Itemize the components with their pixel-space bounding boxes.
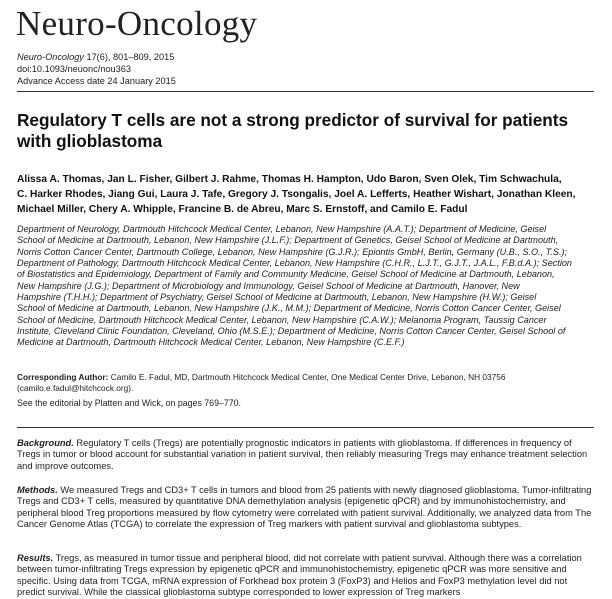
citation-journal: Neuro-Oncology	[17, 52, 84, 62]
journal-name: Neuro-Oncology	[16, 4, 258, 43]
abstract-methods	[17, 485, 595, 531]
citation-volume: 17(6), 801–809, 2015	[83, 52, 175, 62]
abstract-results	[17, 553, 595, 599]
corresponding-email[interactable]: (camilo.e.fadul@hitchcock.org).	[17, 383, 134, 393]
editorial-note: See the editorial by Platten and Wick, on pages 769–770.	[17, 398, 241, 408]
advance-access-date: Advance Access date 24 January 2015	[17, 76, 176, 86]
corresponding-text: Camilo E. Fadul, MD, Dartmouth Hitchcock Medical Center, One Medical Center Drive, Lebanon, NH 03756	[108, 372, 506, 382]
header-divider	[17, 91, 594, 92]
affiliations: Department of Neurology, Dartmouth Hitchcock Medical Center, Lebanon, New Hampshire (A.A.T.); Department of Medicine, Geisel School of Medicine at Dartmouth, Lebanon, New Hampshire (J.L.F.); Department of Genetics, Geisel School of Medicine at Dartmouth, Norris Cotton Cancer Center, Dartmouth College, Lebanon, New Hampshire (G.J.R.); Epiontis GmbH, Berlin, Germany (U.B., S.O., T.S.); Department of Pathology, Dartmouth Hitchcock Medical Center, Lebanon, New Hampshire (C.H.R., L.J.T., G.J.T., J.A.L., F.B.d.A.); Section of Biostatistics and Epidemiology, Department of Family and Community Medicine, Geisel School of Medicine at Dartmouth, Lebanon, New Hampshire (J.G.); Department of Microbiology and Immunology, Geisel School of Medicine at Dartmouth, Hanover, New Hampshire (T.H.H.); Department of Psychiatry, Geisel School of Medicine at Dartmouth, Lebanon, New Hampshire (H.W.); Geisel School of Medicine at Dartmouth, Lebanon, New Hampshire (J.K., M.M.); Department of Medicine, Norris Cotton Cancer Center, Geisel School of Medicine, Dartmouth Hitchcock Medical Center, Lebanon, New Hampshire (C.A.W.); Melanoma Program, Taussig Cancer Institute, Cleveland Clinic Foundation, Cleveland, Ohio (M.S.E.); Department of Medicine, Norris Cotton Cancer Center, Geisel School of Medicine at Dartmouth, Dartmouth Hitchcock Medical Center, Lebanon, New Hampshire (C.E.F.)	[17, 224, 572, 348]
abstract-background	[17, 438, 595, 472]
methods-text: We measured Tregs and CD3+ T cells in tumors and blood from 25 patients with newly diagnosed glioblastoma. Tumor-infiltrating Tregs and CD3+ T cells, measured by quantitative DNA demethylation analysis (epigenetic qPCR) and by immunohistochemistry, and peripheral blood Treg proportions measured by flow cytometry were correlated with patient survival. Additionally, we analyzed data from The Cancer Genome Atlas (TCGA) to correlate the expression of Treg markers with patient survival and glioblastoma subtypes.	[17, 485, 592, 530]
author-list: Alissa A. Thomas, Jan L. Fisher, Gilbert J. Rahme, Thomas H. Hampton, Udo Baron, Sven Olek, Tim Schwachula, C. Harker Rhodes, Jiang Gui, Laura J. Tafe, Gregory J. Tsongalis, Joel A. Lefferts, Heather Wishart, Jonathan Kleen, Michael Miller, Chery A. Whipple, Francine B. de Abreu, Marc S. Ernstoff, and Camilo E. Fadul	[17, 174, 576, 216]
corresponding-label: Corresponding Author:	[17, 372, 109, 382]
doi[interactable]: doi:10.1093/neuonc/nou363	[17, 64, 131, 74]
abstract-divider	[17, 427, 594, 428]
background-text: Regulatory T cells (Tregs) are potentially prognostic indicators in patients with glioblastoma. If differences in frequency of Tregs in tumor or blood account for substantial variation in patient survival, then reliably measuring Tregs may enhance treatment selection and improve outcomes.	[17, 438, 588, 471]
results-label: Results.	[17, 553, 54, 563]
corresponding-author	[17, 372, 595, 394]
background-label: Background.	[17, 438, 74, 448]
results-text: Tregs, as measured in tumor tissue and peripheral blood, did not correlate with patient survival. Although there was a correlation between tumor-infiltrating Tregs expression by epigenetic qPCR and immunohistochemistry, epigenetic qPCR was more sensitive and specific. Using data from TCGA, mRNA expression of Forkhead box protein 3 (FoxP3) and Helios and FoxP3 methylation level did not predict survival. While the classical glioblastoma subtype corresponded to lower expression of Treg markers	[17, 553, 582, 598]
citation-line	[17, 52, 174, 63]
methods-label: Methods.	[17, 485, 58, 495]
article-title: Regulatory T cells are not a strong predictor of survival for patients with glioblastoma	[17, 110, 569, 151]
